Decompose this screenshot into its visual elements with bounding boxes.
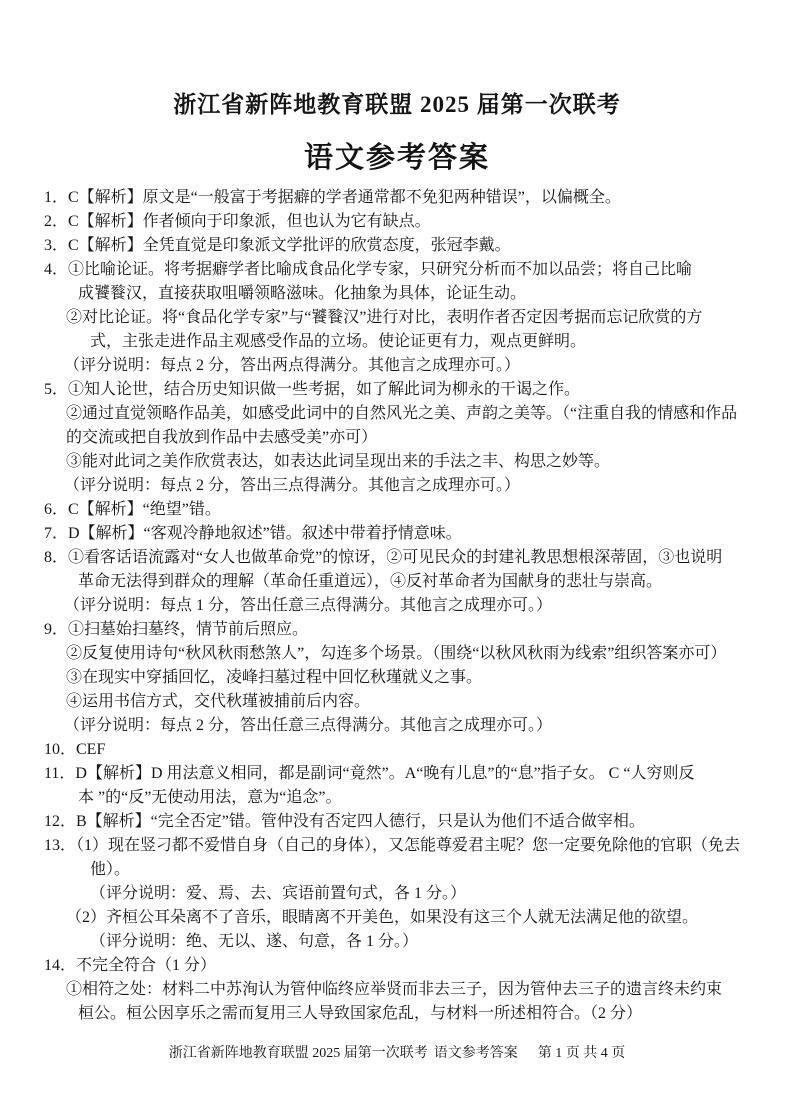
answer-line: （评分说明：绝、无以、遂、句意，各 1 分。） — [90, 933, 419, 950]
answer-line: 成饕餮汉，直接获取咀嚼领略滋味。化抽象为具体，论证生动。 — [78, 285, 527, 302]
page-subtitle: 语文参考答案 — [303, 142, 490, 174]
page-title: 浙江省新阵地教育联盟 2025 届第一次联考 — [173, 92, 621, 117]
answer-line: ④运用书信方式，交代秋瑾被捕前后内容。 — [66, 693, 371, 710]
answer-line: （评分说明：每点 2 分，答出三点得满分。其他言之成理亦可。） — [64, 477, 521, 494]
answer-line: ③在现实中穿插回忆，凌峰扫墓过程中回忆秋瑾就义之事。 — [66, 669, 483, 686]
answer-line: 1．C【解析】原文是“一般富于考据癖的学者通常都不免犯两种错误”，以偏概全。 — [44, 189, 621, 206]
answer-line: 6．C【解析】“绝望”错。 — [44, 501, 221, 518]
answer-line: （2）齐桓公耳朵离不了音乐，眼睛离不开美色，如果没有这三个人就无法满足他的欲望。 — [66, 909, 699, 926]
footer-exam-name: 浙江省新阵地教育联盟 2025 届第一次联考 — [168, 1046, 428, 1061]
answer-line: 5．①知人论世，结合历史知识做一些考据，如了解此词为柳永的干谒之作。 — [44, 381, 581, 398]
answer-body — [0, 186, 794, 1026]
answer-line: 的交流或把自我放到作品中去感受美”亦可） — [66, 429, 378, 446]
answer-line: 8．①看客话语流露对“女人也做革命党”的惊讶，②可见民众的封建礼教思想根深蒂固，③也说明 — [44, 549, 723, 566]
answer-line: 他）。 — [90, 861, 131, 878]
answer-line: ②对比论证。将“食品化学专家”与“饕餮汉”进行对比，表明作者否定因考据而忘记欣赏的方 — [66, 309, 703, 326]
answer-line: 3．C【解析】全凭直觉是印象派文学批评的欣赏态度，张冠李戴。 — [44, 237, 511, 254]
answer-line: 11．D【解析】D 用法意义相同，都是副词“竟然”。A“晚有儿息”的“息”指子女。 C “人穷则反 — [44, 765, 695, 782]
answer-line: 革命无法得到群众的理解（革命任重道远），④反衬革命者为国献身的悲壮与崇高。 — [78, 573, 663, 590]
answer-line: ①相符之处：材料二中苏洵认为管仲临终应举贤而非去三子，因为管仲去三子的遗言终未约束 — [66, 981, 723, 998]
answer-line: 9．①扫墓始扫墓终，情节前后照应。 — [44, 621, 309, 638]
answer-line: 12．B【解析】“完全否定”错。管仲没有否定四人德行，只是认为他们不适合做宰相。 — [44, 813, 645, 830]
answer-line: （评分说明：每点 1 分，答出任意三点得满分。其他言之成理亦可。） — [64, 597, 553, 614]
answer-line: 13．（1）现在竖刁都不爱惜自身（自己的身体），又怎能尊爱君主呢？您一定要免除他的官职（免去 — [44, 837, 741, 854]
answer-line: ②通过直觉领略作品美，如感受此词中的自然风光之美、声韵之美等。（“注重自我的情感和作品 — [66, 405, 738, 422]
answer-line: 10．CEF — [44, 741, 106, 758]
answer-line: ③能对此词之美作欣赏表达，如表达此词呈现出来的手法之丰、构思之妙等。 — [66, 453, 611, 470]
answer-line: 桓公。桓公因享乐之需而复用三人导致国家危乱，与材料一所述相符合。（2 分） — [78, 1005, 643, 1022]
answer-line: （评分说明：爱、焉、去、宾语前置句式，各 1 分。） — [90, 885, 467, 902]
answer-line: 14．不完全符合（1 分） — [44, 957, 217, 974]
footer-page-indicator: 第 1 页 共 4 页 — [537, 1046, 626, 1061]
answer-line: 7．D【解析】“客观冷静地叙述”错。叙述中带着抒情意味。 — [44, 525, 462, 542]
answer-line: 2．C【解析】作者倾向于印象派，但也认为它有缺点。 — [44, 213, 431, 230]
answer-line: ②反复使用诗句“秋风秋雨愁煞人”，勾连多个场景。（围绕“以秋风秋雨为线索”组织答案亦可） — [66, 645, 727, 662]
answer-line: 式，主张走进作品主观感受作品的立场。使论证更有力，观点更鲜明。 — [90, 333, 587, 350]
answer-line: （评分说明：每点 2 分，答出任意三点得满分。其他言之成理亦可。） — [64, 717, 553, 734]
answer-line: 4．①比喻论证。将考据癖学者比喻成食品化学专家，只研究分析而不加以品尝；将自己比喻 — [44, 261, 693, 278]
page-footer — [0, 1044, 794, 1064]
footer-doc-name: 语文参考答案 — [433, 1046, 518, 1061]
answer-line: （评分说明：每点 2 分，答出两点得满分。其他言之成理亦可。） — [64, 357, 521, 374]
answer-line: 本 ”的“反”无使动用法，意为“追念”。 — [78, 789, 342, 806]
